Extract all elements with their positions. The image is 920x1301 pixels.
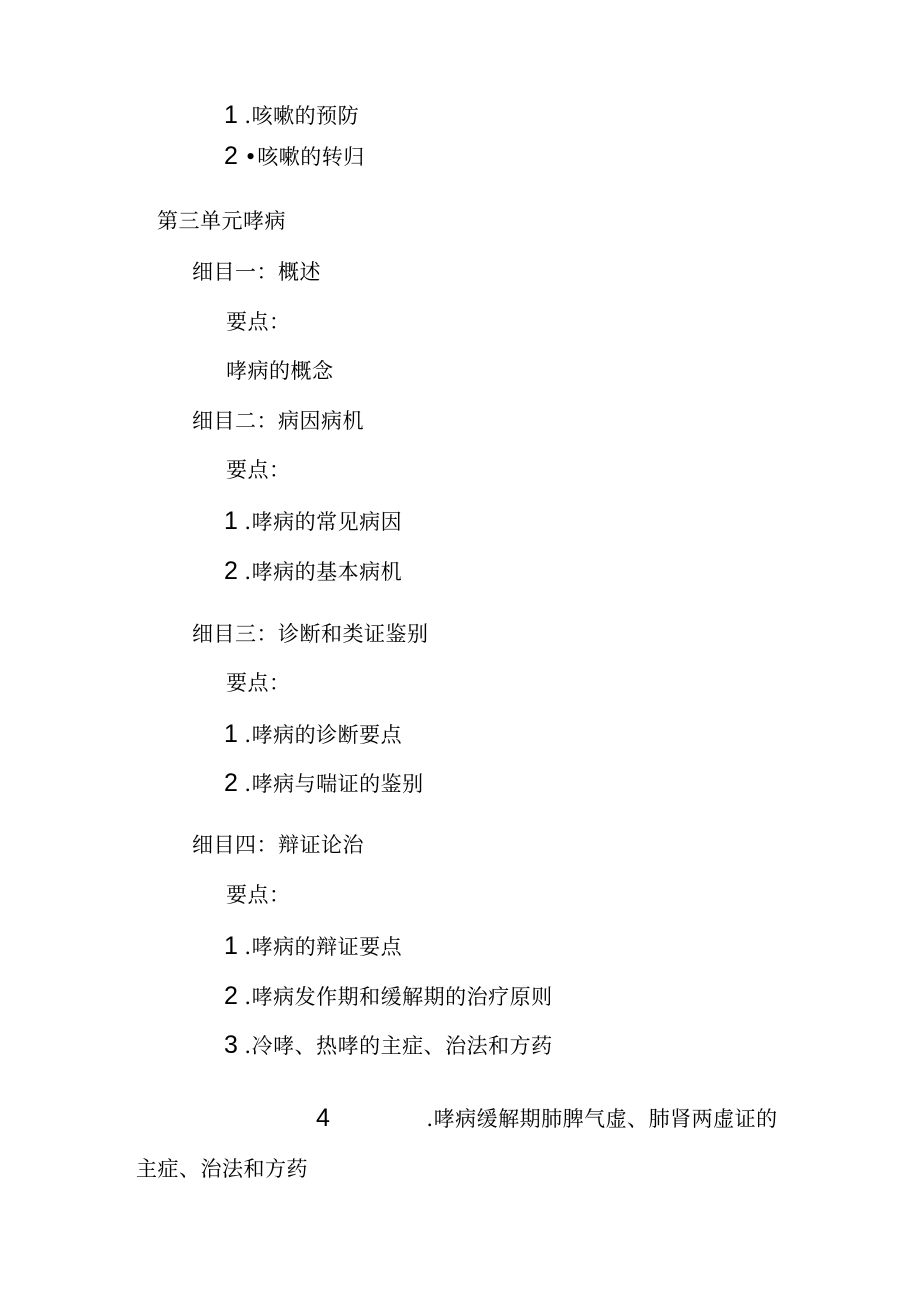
- item-separator: .: [244, 560, 252, 584]
- item-heading: 细目三：诊断和类证鉴别: [192, 622, 429, 646]
- item-separator: .: [244, 510, 252, 534]
- item-text: 哮病的辩证要点: [251, 935, 403, 959]
- item-number: 2: [224, 982, 239, 1010]
- item-text: 哮病与喘证的鉴别: [251, 772, 424, 796]
- item-number: 3: [224, 1031, 239, 1059]
- item-number: 1: [224, 720, 239, 748]
- item-separator: .: [244, 772, 252, 796]
- item-number: 2: [224, 557, 239, 585]
- list-item: [224, 719, 402, 750]
- item-separator: .: [244, 723, 252, 747]
- item-separator: .: [426, 1107, 434, 1131]
- item-number: 1: [224, 507, 239, 535]
- item-separator: .: [244, 935, 252, 959]
- item-number: 2: [224, 142, 239, 170]
- item-number: 1: [224, 101, 239, 129]
- list-item: 哮病的概念: [226, 359, 334, 383]
- item-number: 2: [224, 769, 239, 797]
- list-item: [224, 1030, 553, 1061]
- item-text: 哮病的基本病机: [251, 560, 403, 584]
- item-number: 1: [224, 932, 239, 960]
- item-separator: •: [244, 145, 258, 169]
- list-item: [224, 141, 365, 172]
- item-separator: .: [244, 1034, 252, 1058]
- points-label: 要点：: [226, 671, 291, 695]
- list-item: [224, 556, 402, 587]
- list-item: [224, 506, 402, 537]
- item-text: 哮病发作期和缓解期的治疗原则: [251, 985, 553, 1009]
- item-heading: 细目二：病因病机: [192, 409, 364, 433]
- item-text: 咳嗽的转归: [257, 145, 365, 169]
- points-label: 要点：: [226, 883, 291, 907]
- item-text: 哮病缓解期肺脾气虚、肺肾两虚证的主症、治法和方药: [136, 1107, 778, 1181]
- item-separator: .: [244, 104, 252, 128]
- list-item: [224, 981, 553, 1012]
- list-item: [224, 931, 402, 962]
- list-item-wrapped: [136, 1093, 796, 1194]
- item-text: 咳嗽的预防: [251, 104, 360, 128]
- unit-heading: 第三单元哮病: [157, 209, 286, 233]
- list-item: [224, 100, 359, 131]
- item-heading: 细目一：概述: [192, 260, 321, 284]
- points-label: 要点：: [226, 310, 291, 334]
- item-separator: .: [244, 985, 252, 1009]
- item-text: 冷哮、热哮的主症、治法和方药: [251, 1034, 553, 1058]
- item-heading: 细目四：辩证论治: [192, 833, 364, 857]
- item-number: 4: [316, 1104, 331, 1132]
- list-item: [224, 768, 424, 799]
- item-text: 哮病的常见病因: [251, 510, 403, 534]
- points-label: 要点：: [226, 458, 291, 482]
- item-text: 哮病的诊断要点: [251, 723, 403, 747]
